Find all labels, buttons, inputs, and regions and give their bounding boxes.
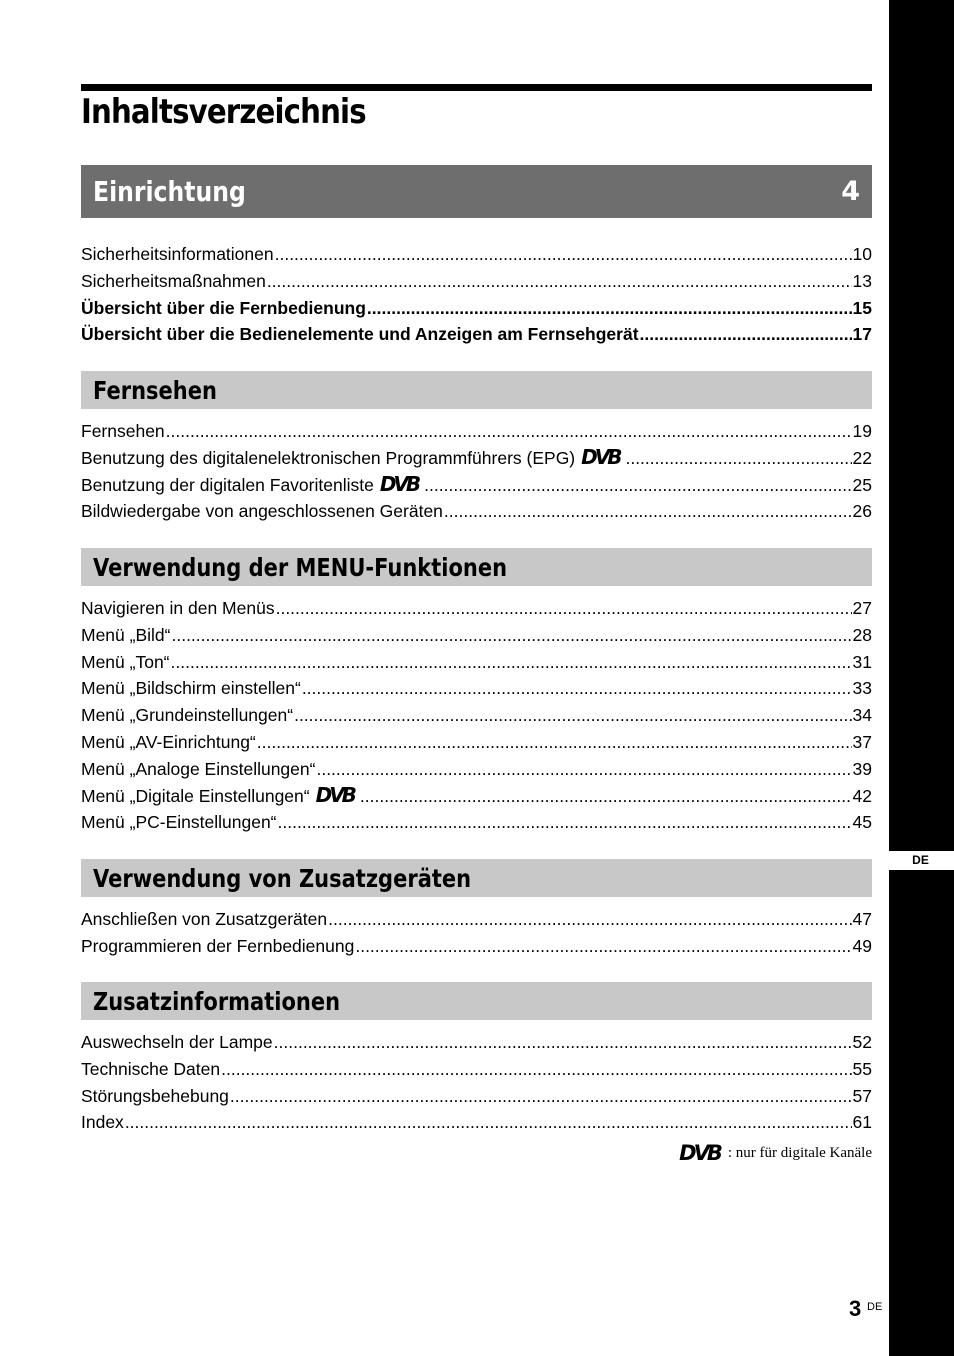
toc-entry-page: 55	[852, 1058, 872, 1079]
toc-entry-label: Benutzung der digitalen Favoritenliste	[81, 474, 374, 495]
toc-entry-label: Störungsbehebung	[81, 1085, 229, 1106]
toc-list-fernsehen	[81, 418, 872, 525]
toc-entry-label: Bildwiedergabe von angeschlossenen Geräten	[81, 501, 443, 522]
page-number-language: DE	[867, 1301, 883, 1313]
dot-leader	[171, 649, 852, 676]
toc-entry[interactable]	[81, 906, 872, 933]
toc-entry[interactable]	[81, 1056, 872, 1083]
toc-entry[interactable]	[81, 622, 872, 649]
dot-leader	[166, 418, 852, 445]
toc-entry[interactable]	[81, 418, 872, 445]
toc-entry-page: 52	[852, 1032, 872, 1052]
toc-entry[interactable]	[81, 649, 872, 676]
dot-leader	[355, 933, 851, 960]
toc-entry[interactable]	[81, 1109, 872, 1136]
toc-entry[interactable]	[81, 1029, 872, 1056]
toc-list-zusatzinformationen	[81, 1029, 872, 1136]
toc-entry-label: Programmieren der Fernbedienung	[81, 935, 355, 956]
section-title: Fernsehen	[93, 375, 217, 405]
toc-entry-label: Navigieren in den Menüs	[81, 598, 275, 618]
toc-entry-label: Menü „Analoge Einstellungen“	[81, 758, 316, 779]
dvb-icon: DVB	[379, 471, 419, 496]
section-header-einrichtung[interactable]	[81, 165, 872, 218]
toc-entry[interactable]	[81, 321, 872, 348]
toc-entry-page: 39	[852, 758, 872, 779]
toc-entry-page: 22	[852, 447, 872, 468]
toc-entry[interactable]	[81, 268, 872, 295]
toc-list-einrichtung	[81, 241, 872, 348]
toc-entry-label: Menü „Digitale Einstellungen“	[81, 785, 310, 806]
toc-entry[interactable]	[81, 933, 872, 960]
dot-leader	[278, 809, 852, 836]
dvb-legend	[679, 1143, 872, 1164]
legend-text: : nur für digitale Kanäle	[727, 1145, 872, 1161]
dot-leader	[125, 1109, 852, 1136]
toc-entry-page: 28	[852, 624, 872, 645]
toc-entry-page: 57	[852, 1085, 872, 1106]
toc-entry-page: 31	[852, 651, 872, 672]
toc-entry-page: 42	[852, 785, 872, 806]
toc-entry[interactable]	[81, 783, 872, 810]
language-tab: DE	[889, 851, 954, 870]
toc-entry[interactable]	[81, 295, 872, 322]
section-header-fernsehen[interactable]	[81, 371, 872, 409]
toc-entry[interactable]	[81, 756, 872, 783]
dvb-icon: DVB	[679, 1141, 720, 1165]
toc-entry-page: 33	[852, 678, 872, 699]
dot-leader	[367, 295, 852, 322]
toc-entry-label: Übersicht über die Bedienelemente und Anzeigen am Fernsehgerät	[81, 324, 639, 345]
toc-entry-page: 47	[852, 909, 872, 929]
toc-entry-label: Sicherheitsinformationen	[81, 244, 274, 264]
toc-entry-label: Menü „Bildschirm einstellen“	[81, 678, 301, 699]
toc-entry-page: 13	[852, 270, 872, 291]
dot-leader	[257, 729, 852, 756]
toc-entry[interactable]	[81, 241, 872, 268]
toc-entry-label: Technische Daten	[81, 1058, 221, 1079]
toc-entry-page: 26	[852, 501, 872, 522]
dot-leader	[328, 906, 851, 933]
toc-entry-label: Auswechseln der Lampe	[81, 1032, 273, 1052]
dvb-icon: DVB	[581, 444, 620, 469]
title-rule	[81, 84, 872, 91]
toc-entry[interactable]	[81, 472, 872, 499]
toc-entry-label: Menü „Ton“	[81, 651, 170, 672]
section-title: Zusatzinformationen	[93, 986, 341, 1016]
toc-list-menu-funktionen	[81, 595, 872, 836]
section-page-number: 4	[841, 176, 860, 207]
toc-entry-page: 27	[852, 598, 872, 618]
toc-entry[interactable]	[81, 498, 872, 525]
dot-leader	[274, 1029, 852, 1056]
toc-entry-label: Menü „AV-Einrichtung“	[81, 731, 256, 752]
dot-leader	[424, 472, 851, 499]
page-number: 3	[849, 1296, 862, 1321]
section-title: Verwendung der MENU-Funktionen	[93, 552, 508, 582]
section-title: Einrichtung	[93, 175, 246, 208]
toc-entry-page: 49	[852, 935, 872, 956]
toc-entry[interactable]	[81, 595, 872, 622]
section-title: Verwendung von Zusatzgeräten	[93, 863, 472, 893]
toc-entry-label: Benutzung des digitalenelektronischen Programmführers (EPG)	[81, 447, 576, 468]
dot-leader	[230, 1083, 852, 1110]
toc-entry-label: Menü „PC-Einstellungen“	[81, 812, 277, 833]
toc-entry[interactable]	[81, 729, 872, 756]
dot-leader	[294, 702, 851, 729]
toc-entry-page: 61	[852, 1112, 872, 1133]
toc-entry-page: 17	[852, 324, 872, 345]
section-header-menu-funktionen[interactable]	[81, 548, 872, 586]
toc-entry[interactable]	[81, 675, 872, 702]
toc-entry[interactable]	[81, 809, 872, 836]
dot-leader	[316, 756, 851, 783]
toc-entry-page: 34	[852, 705, 872, 726]
dot-leader	[267, 268, 852, 295]
dvb-icon: DVB	[315, 782, 354, 807]
section-header-zusatzgeraete[interactable]	[81, 859, 872, 897]
toc-entry[interactable]	[81, 1083, 872, 1110]
dot-leader	[444, 498, 852, 525]
toc-list-zusatzgeraete	[81, 906, 872, 960]
toc-entry[interactable]	[81, 702, 872, 729]
toc-entry[interactable]	[81, 445, 872, 472]
side-bar	[889, 0, 954, 1356]
page-title: Inhaltsverzeichnis	[81, 92, 366, 132]
toc-entry-page: 19	[852, 421, 872, 441]
toc-entry-page: 10	[852, 244, 872, 264]
toc-entry-label: Übersicht über die Fernbedienung	[81, 297, 366, 318]
dot-leader	[276, 595, 852, 622]
dot-leader	[302, 675, 852, 702]
toc-entry-label: Anschließen von Zusatzgeräten	[81, 909, 328, 929]
toc-entry-label: Menü „Grundeinstellungen“	[81, 705, 294, 726]
toc-entry-page: 25	[852, 474, 872, 495]
toc-entry-label: Index	[81, 1112, 124, 1133]
toc-entry-label: Menü „Bild“	[81, 624, 171, 645]
dot-leader	[171, 622, 851, 649]
toc-entry-label: Fernsehen	[81, 421, 165, 441]
dot-leader	[360, 783, 852, 810]
toc-entry-page: 15	[852, 297, 872, 318]
dot-leader	[221, 1056, 851, 1083]
section-header-zusatzinformationen[interactable]	[81, 982, 872, 1020]
toc-entry-page: 45	[852, 812, 872, 833]
dot-leader	[640, 321, 852, 348]
toc-entry-page: 37	[852, 731, 872, 752]
dot-leader	[625, 445, 851, 472]
toc-entry-label: Sicherheitsmaßnahmen	[81, 270, 266, 291]
dot-leader	[275, 241, 852, 268]
